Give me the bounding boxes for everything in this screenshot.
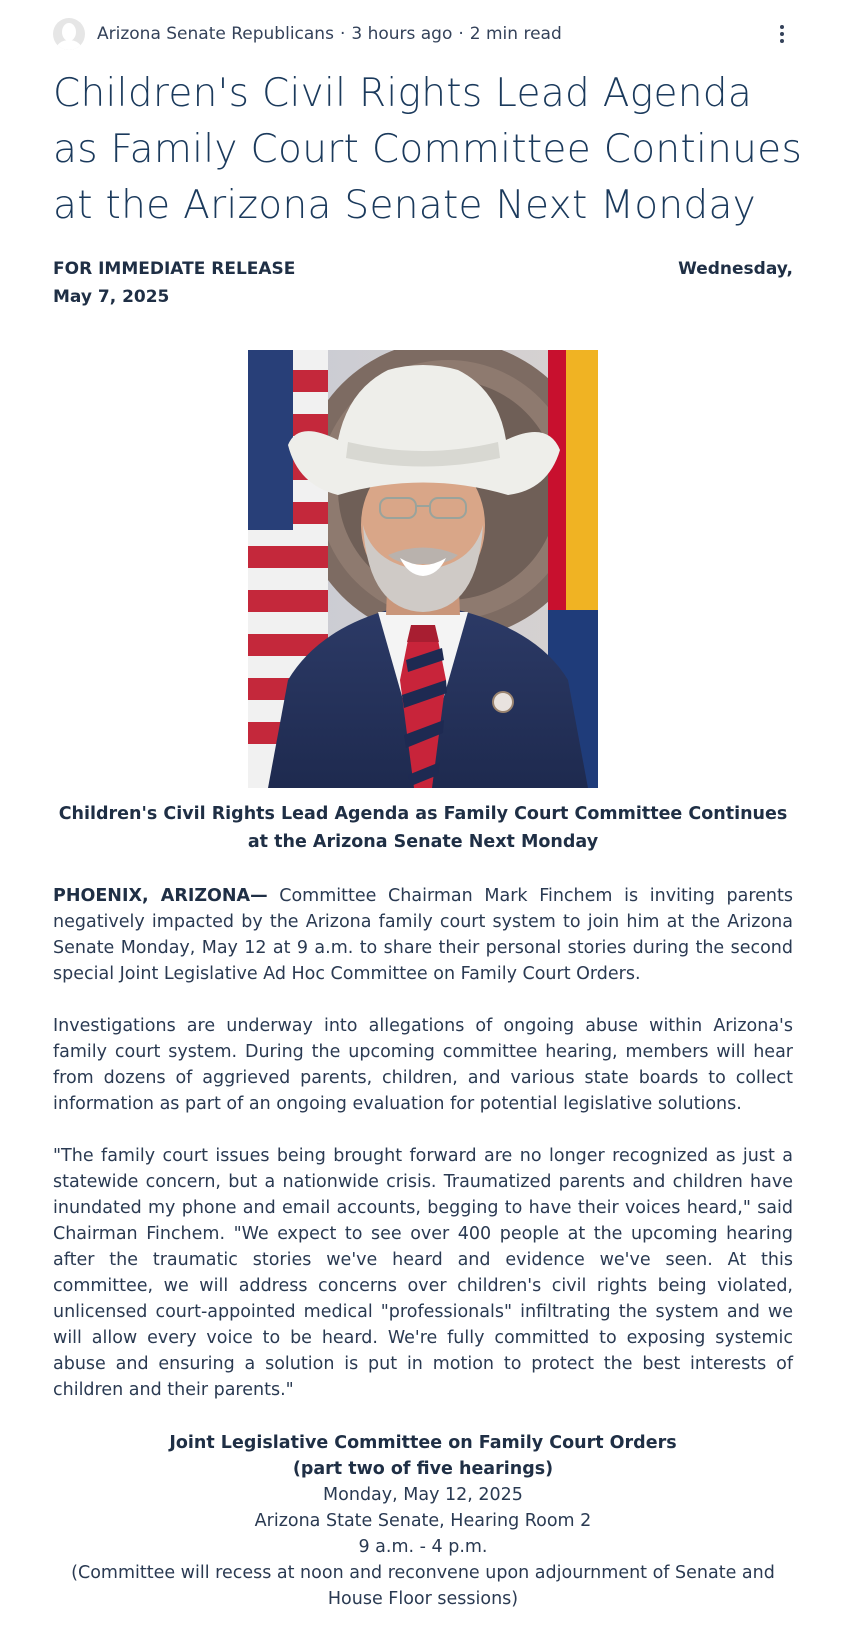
- dateline: PHOENIX, ARIZONA—: [53, 886, 268, 906]
- caption-line-2: at the Arizona Senate Next Monday: [247, 832, 599, 852]
- event-date: Monday, May 12, 2025: [323, 1485, 523, 1505]
- senator-portrait-image: [248, 350, 598, 788]
- meta-separator: ·: [458, 24, 464, 44]
- author-avatar-icon[interactable]: [53, 18, 85, 50]
- event-name: Joint Legislative Committee on Family Court Orders: [169, 1433, 677, 1453]
- post-time: 3 hours ago: [351, 24, 453, 44]
- event-hours: 9 a.m. - 4 p.m.: [358, 1537, 488, 1557]
- release-date: May 7, 2025: [53, 287, 170, 307]
- event-note: (Committee will recess at noon and reconvene upon adjournment of Senate and House Floor sessions): [71, 1563, 775, 1609]
- paragraph-1: [53, 883, 793, 987]
- caption-line-1: Children's Civil Rights Lead Agenda as Family Court Committee Continues: [58, 804, 788, 824]
- post-meta: [53, 18, 793, 50]
- photo-caption: [53, 800, 793, 856]
- paragraph-2: Investigations are underway into allegations of ongoing abuse within Arizona's family court system. During the upcoming committee hearing, members will hear from dozens of aggrieved parents, children, and various state boards to collect information as part of an ongoing evaluation for potential legislative solutions.: [53, 1016, 793, 1114]
- more-vertical-icon[interactable]: [777, 22, 787, 46]
- meta-separator: ·: [339, 24, 346, 44]
- release-weekday: Wednesday,: [678, 259, 793, 279]
- portrait-illustration: [248, 350, 598, 788]
- author-name[interactable]: Arizona Senate Republicans: [97, 24, 334, 44]
- paragraph-1-body: Committee Chairman Mark Finchem is inviting parents negatively impacted by the Arizona family court system to join him at the Arizona Senate Monday, May 12 at 9 a.m. to share their personal stories during the second special Joint Legislative Ad Hoc Committee on Family Court Orders.: [53, 886, 794, 984]
- article-title: Children's Civil Rights Lead Agenda as Family Court Committee Continues at the Arizona Senate Next Monday: [53, 71, 803, 228]
- paragraph-3: "The family court issues being brought forward are no longer recognized as just a statewide concern, but a nationwide crisis. Traumatized parents and children have inundated my phone and email accounts, begging to have their voices heard," said Chairman Finchem. "We expect to see over 400 people at the upcoming hearing after the traumatic stories we've heard and evidence we've seen. At this committee, we will address concerns over children's civil rights being violated, unlicensed court-appointed medical "professionals" infiltrating the system and we will allow every voice to be heard. We're fully committed to exposing systemic abuse and ensuring a solution is put in motion to protect the best interests of children and their parents.": [53, 1146, 793, 1400]
- event-subtitle: (part two of five hearings): [292, 1459, 554, 1479]
- read-time: 2 min read: [469, 24, 562, 44]
- event-details: [53, 1430, 793, 1612]
- post-meta-text: [97, 24, 562, 44]
- event-location: Arizona State Senate, Hearing Room 2: [254, 1511, 592, 1531]
- release-block: [53, 255, 793, 311]
- release-label: FOR IMMEDIATE RELEASE: [53, 259, 296, 279]
